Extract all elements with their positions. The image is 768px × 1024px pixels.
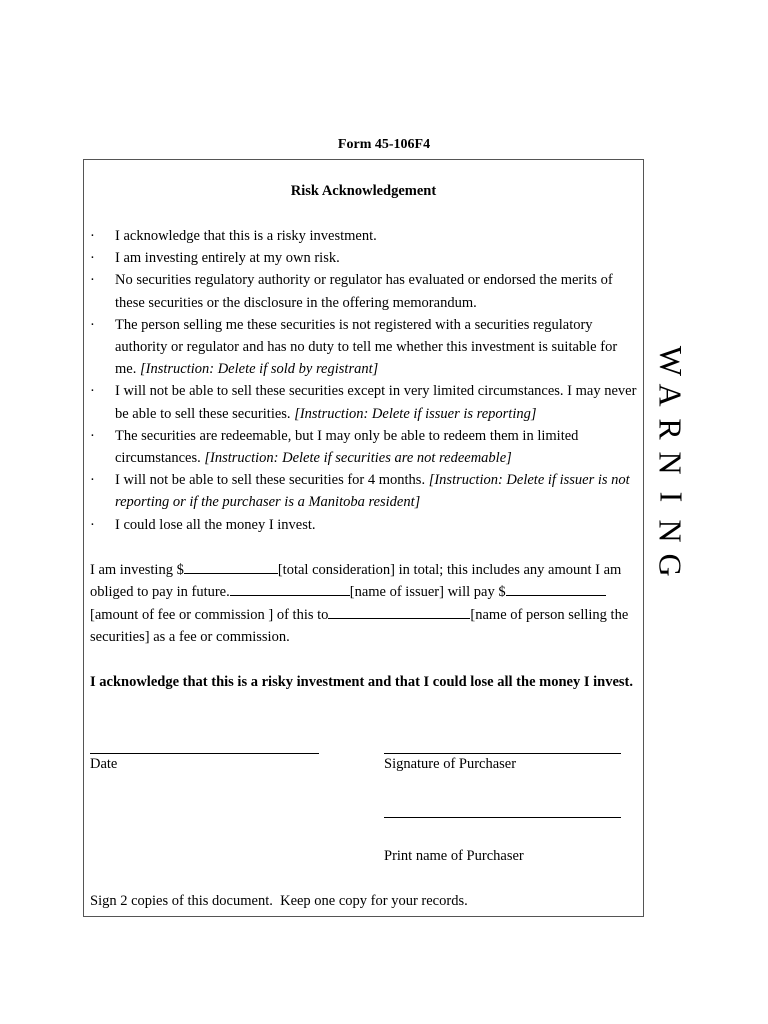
bullet-marker: · [90,250,95,267]
bullet-marker: · [90,472,95,489]
total-consideration-blank[interactable] [184,559,278,574]
risk-bullet-item [90,514,638,536]
print-name-label: Print name of Purchaser [384,848,524,864]
investing-text-2: [total consideration] in total; this includes any amount I am obliged to pay in future. [90,562,622,601]
bullet-marker: · [90,427,95,444]
seller-name-blank[interactable] [328,604,470,619]
investing-text-1: I am investing $ [90,562,184,578]
bullet-marker: · [90,228,95,244]
bullet-text: I am investing entirely at my own risk. [115,250,340,267]
acknowledgement-statement: I acknowledge that this is a risky investment and that I could lose all the money I invest. [90,674,633,690]
investing-text-4: [amount of fee or commission ] of this to [90,606,329,623]
investing-text-3: [name of issuer] will pay $ [349,584,506,601]
bullet-marker: · [90,316,95,333]
risk-bullet-item [90,380,638,424]
date-label: Date [90,756,118,772]
fee-amount-blank[interactable] [506,581,606,596]
warning-letter: N [652,519,689,543]
warning-side-label [649,345,693,578]
warning-letter: R [653,418,689,440]
bullet-marker: · [90,383,95,400]
investment-paragraph [90,559,640,649]
form-title: Risk Acknowledgement [290,183,437,199]
form-number: Form 45-106F4 [337,137,431,152]
bullet-text: I will not be able to sell these securities for 4 months. [115,472,426,489]
risk-bullet-item [90,314,638,381]
bullet-instruction: [Instruction: Delete if securities are not redeemable] [204,450,512,467]
risk-bullet-item [90,247,638,269]
warning-letter: G [652,553,689,577]
bullet-instruction: [Instruction: Delete if sold by registrant] [139,361,379,378]
warning-letter: I [653,491,689,503]
risk-bullet-item [90,469,638,513]
date-line[interactable] [90,753,319,754]
bullet-text: I will not be able to sell these securities except in very limited circumstances. I may never be able to sell these securities. [115,383,637,422]
print-name-line[interactable] [384,817,621,818]
bullet-marker: · [90,516,95,533]
bullet-text: I could lose all the money I invest. [115,516,316,533]
risk-bullet-item [90,269,638,313]
warning-letter: N [652,451,689,475]
risk-bullet-item [90,425,638,469]
signature-label: Signature of Purchaser [384,756,517,772]
risk-bullet-item [90,225,638,247]
warning-letter: W [652,345,689,377]
bullet-text: The securities are redeemable, but I may only be able to redeem them in limited circumstances. [115,427,579,467]
bullet-text: No securities regulatory authority or regulator has evaluated or endorsed the merits of these securities or the disclosure in the offering memorandum. [115,272,613,311]
signature-line[interactable] [384,753,621,754]
bullet-marker: · [90,272,95,289]
bullet-instruction: [Instruction: Delete if issuer is not reporting or if the purchaser is a Manitoba resident] [115,472,630,511]
issuer-name-blank[interactable] [230,581,350,596]
risk-bullet-list [90,225,638,536]
footer-instructions: Sign 2 copies of this document. Keep one copy for your records. [90,893,468,909]
bullet-text: The person selling me these securities is not registered with a securities regulatory authority or regulator and has no duty to tell me whether this investment is suitable for me. [115,316,618,378]
investing-text-5: [name of person selling the securities] as a fee or commission. [90,606,629,646]
bullet-text: I acknowledge that this is a risky investment. [115,228,377,244]
bullet-instruction: [Instruction: Delete if issuer is reporting] [294,405,537,422]
warning-letter: A [652,383,689,407]
